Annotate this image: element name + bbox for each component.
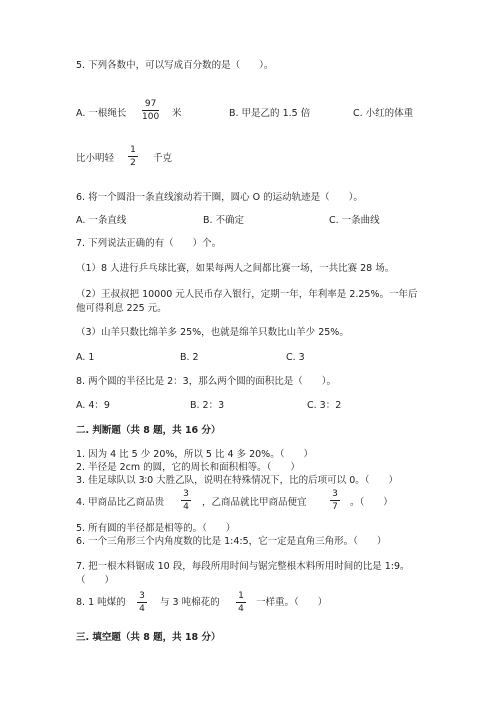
fraction-numerator: 1 xyxy=(238,591,244,601)
q7-statement-2-cont: 他可得利息 225 元。 xyxy=(76,303,167,314)
fraction-numerator: 3 xyxy=(332,489,338,499)
judge-item-7-cont: （ ） xyxy=(76,575,115,586)
q7-stem: 7. 下列说法正确的有（ ）个。 xyxy=(76,238,222,249)
q5-option-a-prefix: A. 一根绳长 xyxy=(76,108,127,119)
judge-item-8-middle: 与 3 吨棉花的 xyxy=(160,597,220,608)
fraction-bar xyxy=(181,500,191,501)
fraction-denominator: 4 xyxy=(139,604,145,614)
judge-item-2: 2. 半径是 2cm 的圆，它的周长和面积相等。（ ） xyxy=(76,462,300,473)
judge-item-5: 5. 所有圆的半径都是相等的。（ ） xyxy=(76,523,236,534)
judge-item-8-prefix: 8. 1 吨煤的 xyxy=(76,597,126,608)
fraction-bar xyxy=(142,110,159,111)
judge-item-4-suffix: 。（ ） xyxy=(350,497,393,508)
q5-stem: 5. 下列各数中，可以写成百分数的是（ ）。 xyxy=(76,60,274,71)
q5-option-c-fraction xyxy=(128,145,138,168)
judge-item-7: 7. 把一根木料锯成 10 段，每段所用时间与锯完整根木料所用时间的比是 1:9。 xyxy=(76,561,410,572)
q8-stem: 8. 两个圆的半径比是 2：3，那么两个圆的面积比是（ ）。 xyxy=(76,376,336,387)
fraction-numerator: 3 xyxy=(139,591,145,601)
q5-option-c: C. 小红的体重 xyxy=(353,108,414,119)
q8-option-b: B. 2：3 xyxy=(190,400,225,411)
judge-item-3: 3. 佳足球队以 3∶0 大胜乙队，说明在特殊情况下，比的后项可以 0。（ ） xyxy=(76,475,398,486)
fraction-numerator: 1 xyxy=(130,145,136,155)
q5-option-a-fraction xyxy=(142,99,159,122)
q7-statement-2: （2）王叔叔把 10000 元人民币存入银行，定期一年，年利率是 2.25%。一年后 xyxy=(76,289,418,300)
q6-option-b: B. 不确定 xyxy=(203,215,245,226)
q7-option-b: B. 2 xyxy=(180,352,199,363)
judge-item-4-prefix: 4. 甲商品比乙商品贵 xyxy=(76,497,165,508)
judge-item-4-fraction-1 xyxy=(181,489,191,512)
q7-statement-3: （3）山羊只数比绵羊多 25%，也就是绵羊只数比山羊少 25%。 xyxy=(76,327,349,338)
judge-item-8-fraction-1 xyxy=(137,591,147,614)
judge-item-1: 1. 因为 4 比 5 少 20%，所以 5 比 4 多 20%。（ ） xyxy=(76,449,313,460)
fraction-bar xyxy=(128,156,138,157)
fraction-denominator: 4 xyxy=(183,502,189,512)
fraction-bar xyxy=(330,500,340,501)
judge-item-8-suffix: 一样重。（ ） xyxy=(256,597,328,608)
q6-option-a: A. 一条直线 xyxy=(76,215,127,226)
q6-stem: 6. 将一个圆沿一条直线滚动若干圈，圆心 O 的运动轨迹是（ ）。 xyxy=(76,192,363,203)
fraction-denominator: 2 xyxy=(130,158,136,168)
fraction-denominator: 7 xyxy=(332,502,338,512)
fraction-numerator: 97 xyxy=(144,99,157,109)
judge-item-4-middle: ，乙商品就比甲商品便宜 xyxy=(202,497,307,508)
q7-statement-1: （1）8 人进行乒乓球比赛，如果每两人之间都比赛一场，一共比赛 28 场。 xyxy=(76,263,395,274)
q5-option-c-cont-suffix: 千克 xyxy=(153,153,173,164)
fraction-denominator: 4 xyxy=(238,604,244,614)
q7-option-a: A. 1 xyxy=(76,352,95,363)
judge-item-6: 6. 一个三角形三个内角度数的比是 1:4:5，它一定是直角三角形。（ ） xyxy=(76,536,387,547)
section-3-title: 三. 填空题（共 8 题，共 18 分） xyxy=(76,632,221,643)
fraction-numerator: 3 xyxy=(183,489,189,499)
judge-item-4-fraction-2 xyxy=(330,489,340,512)
q5-option-a-suffix: 米 xyxy=(172,108,182,119)
q6-option-c: C. 一条曲线 xyxy=(329,215,380,226)
section-2-title: 二. 判断题（共 8 题，共 16 分） xyxy=(76,425,221,436)
q7-option-c: C. 3 xyxy=(286,352,305,363)
q5-option-b: B. 甲是乙的 1.5 倍 xyxy=(229,108,311,119)
q5-option-c-cont-prefix: 比小明轻 xyxy=(76,153,115,164)
judge-item-8-fraction-2 xyxy=(236,591,246,614)
q8-option-c: C. 3：2 xyxy=(307,400,342,411)
fraction-denominator: 100 xyxy=(142,112,160,122)
fraction-bar xyxy=(137,602,147,603)
fraction-bar xyxy=(236,602,246,603)
q8-option-a: A. 4：9 xyxy=(76,400,110,411)
